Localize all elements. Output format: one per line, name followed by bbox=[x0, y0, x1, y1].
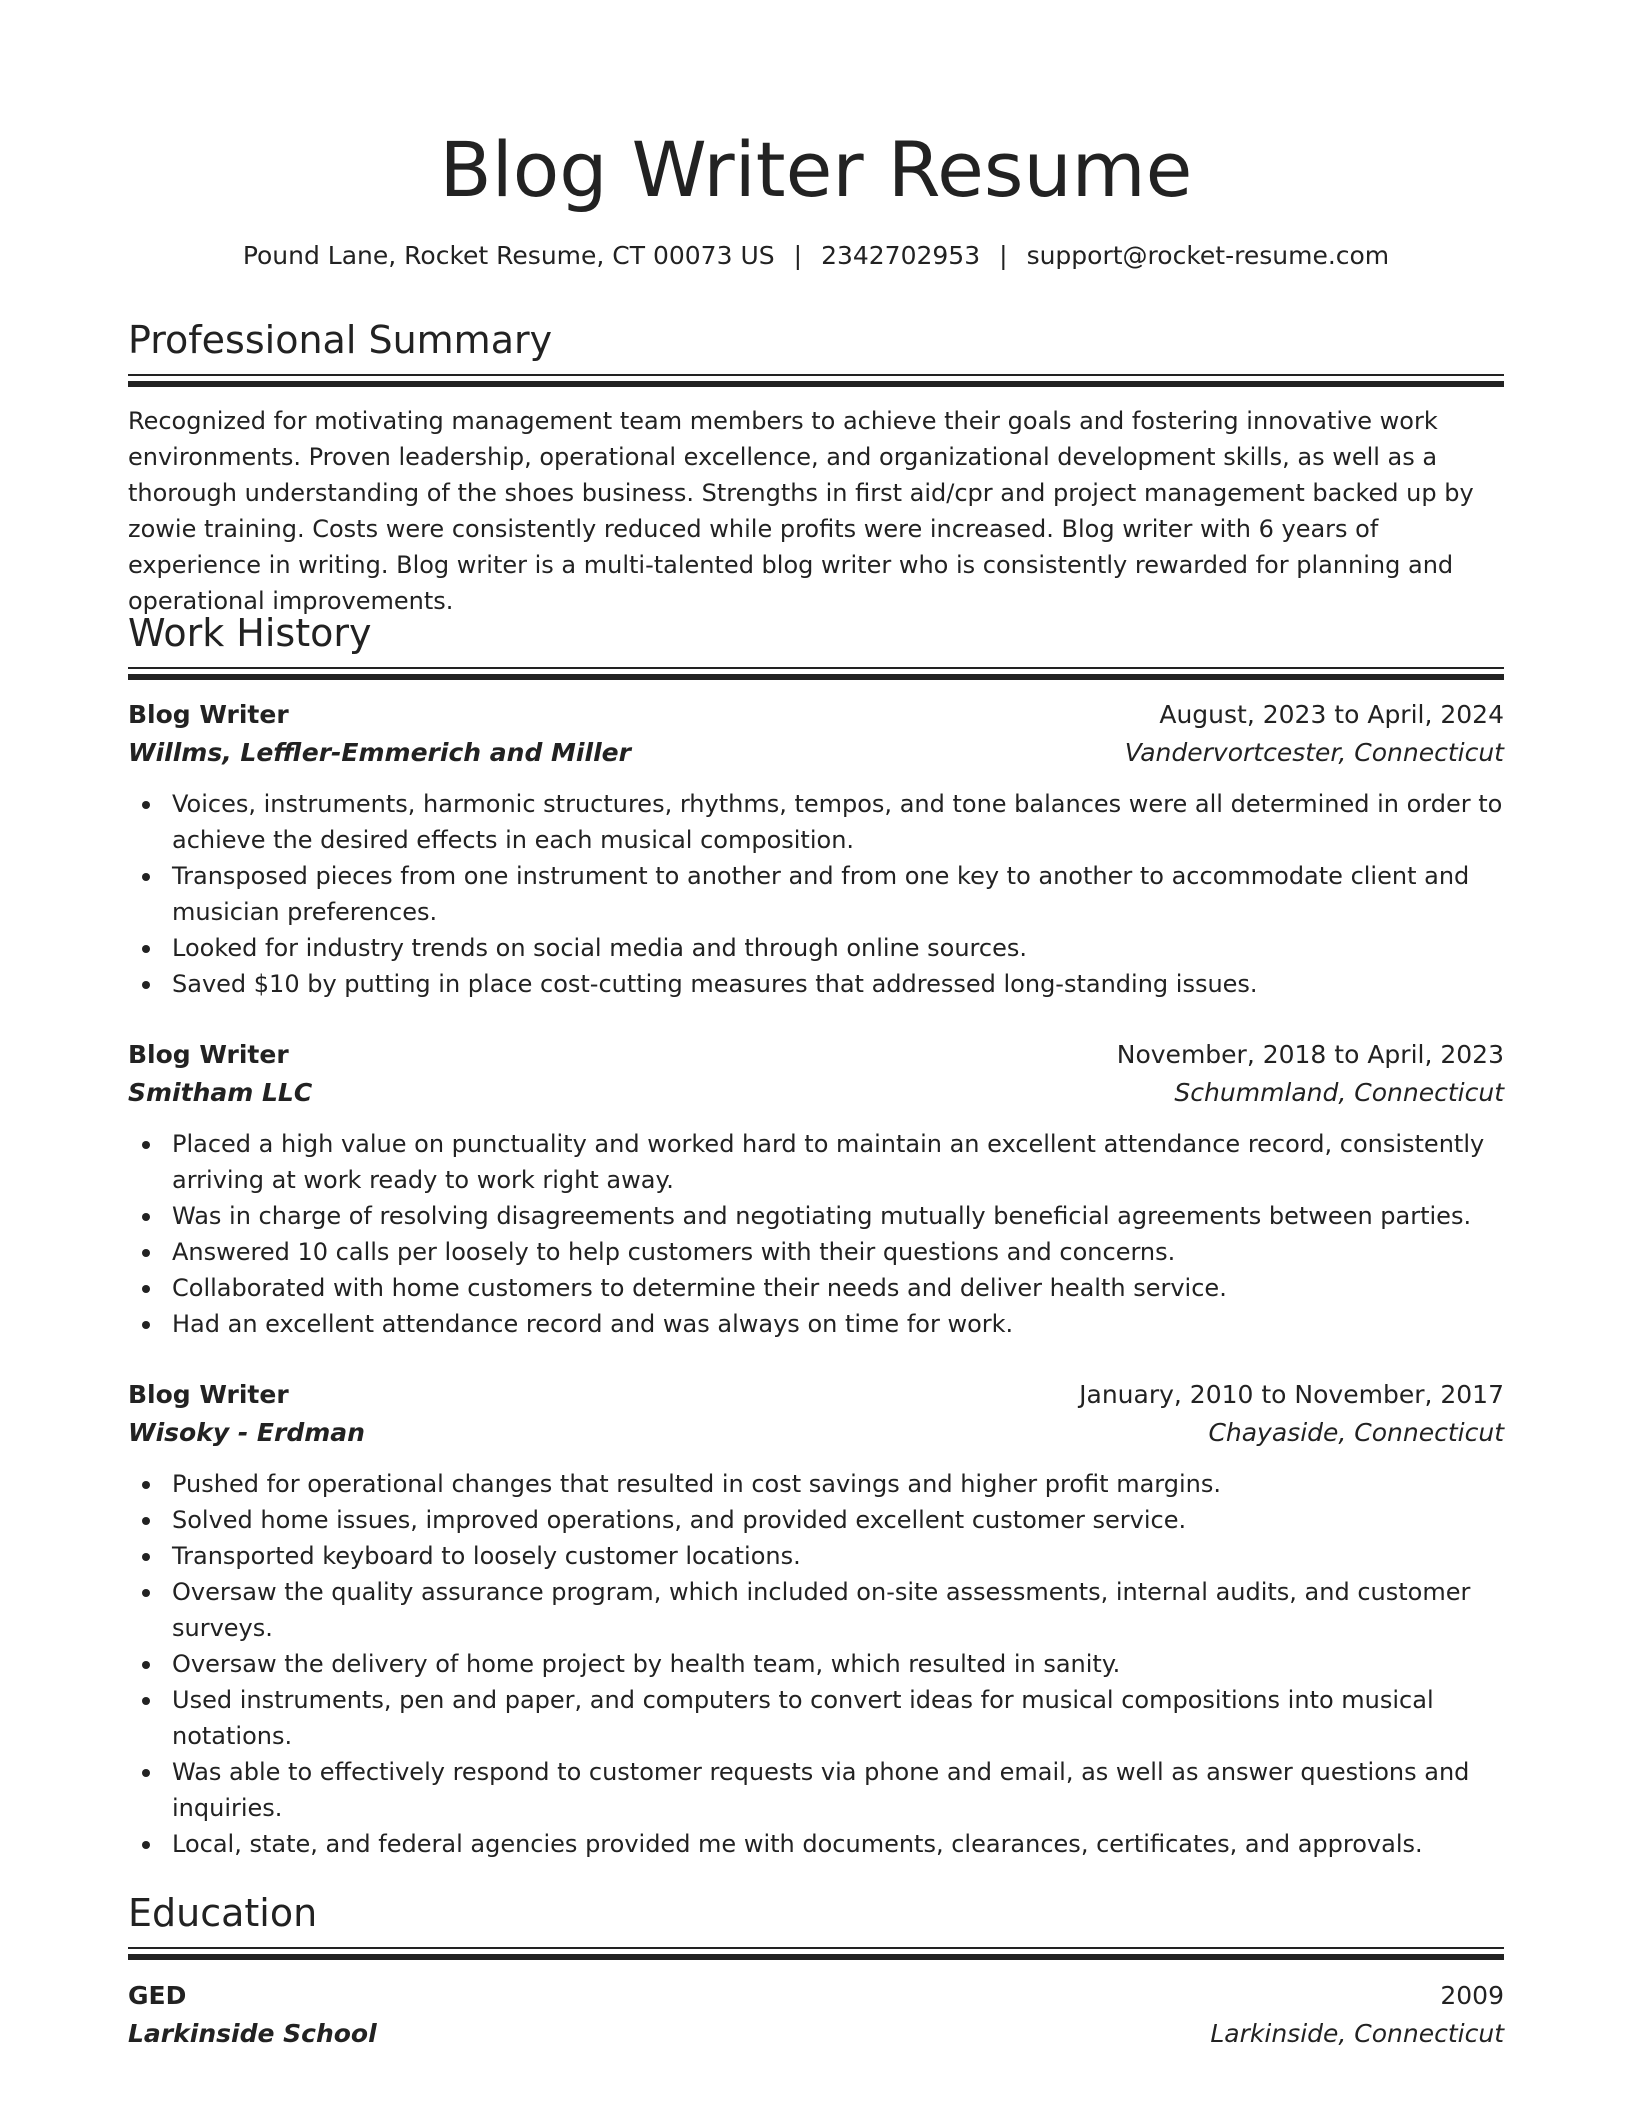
job-location: Vandervortcester, Connecticut bbox=[1124, 738, 1504, 767]
job-title: Blog Writer bbox=[128, 700, 289, 729]
contact-separator: | bbox=[793, 241, 803, 270]
job-title: Blog Writer bbox=[128, 1040, 289, 1069]
summary-section-header bbox=[128, 315, 1504, 365]
education-location: Larkinside, Connecticut bbox=[1210, 2019, 1504, 2048]
job-company: Smitham LLC bbox=[128, 1078, 313, 1107]
job-bullet: Solved home issues, improved operations, and provided excellent customer service. bbox=[172, 1502, 1504, 1538]
education-degree: GED bbox=[128, 1981, 187, 2010]
job-entry bbox=[128, 696, 1504, 1002]
section-divider-thick bbox=[128, 381, 1504, 387]
contact-address: Pound Lane, Rocket Resume, CT 00073 US bbox=[242, 241, 775, 270]
education-section-header bbox=[128, 1888, 1504, 1938]
job-dates: January, 2010 to November, 2017 bbox=[1079, 1380, 1504, 1409]
section-divider-thin bbox=[128, 374, 1504, 376]
job-bullet: Collaborated with home customers to determine their needs and deliver health service. bbox=[172, 1270, 1504, 1306]
work-heading: Work History bbox=[128, 611, 372, 655]
work-section-header bbox=[128, 608, 1504, 658]
job-bullet: Voices, instruments, harmonic structures, rhythms, tempos, and tone balances were all determined in order to achieve the desired effects in each musical composition. bbox=[172, 786, 1504, 858]
job-bullets bbox=[128, 1466, 1504, 1862]
contact-phone[interactable]: 2342702953 bbox=[821, 241, 981, 270]
job-location: Schummland, Connecticut bbox=[1174, 1078, 1504, 1107]
contact-email[interactable]: support@rocket-resume.com bbox=[1026, 241, 1390, 270]
education-heading: Education bbox=[128, 1891, 318, 1935]
job-bullet: Transposed pieces from one instrument to another and from one key to another to accommodate client and musician preferences. bbox=[172, 858, 1504, 930]
job-bullets bbox=[128, 1126, 1504, 1342]
job-dates: November, 2018 to April, 2023 bbox=[1116, 1040, 1504, 1069]
education-school: Larkinside School bbox=[128, 2019, 377, 2048]
job-dates: August, 2023 to April, 2024 bbox=[1159, 700, 1504, 729]
job-entry bbox=[128, 1376, 1504, 1862]
job-title: Blog Writer bbox=[128, 1380, 289, 1409]
job-bullet: Answered 10 calls per loosely to help customers with their questions and concerns. bbox=[172, 1234, 1504, 1270]
job-bullet: Saved $10 by putting in place cost-cutting measures that addressed long-standing issues. bbox=[172, 966, 1504, 1002]
section-divider-thin bbox=[128, 1947, 1504, 1949]
section-divider-thick bbox=[128, 1954, 1504, 1960]
resume-title: Blog Writer Resume bbox=[439, 125, 1193, 214]
job-bullet: Local, state, and federal agencies provided me with documents, clearances, certificates, and approvals. bbox=[172, 1826, 1504, 1862]
contact-line bbox=[128, 236, 1504, 276]
summary-heading: Professional Summary bbox=[128, 318, 553, 362]
job-bullet: Pushed for operational changes that resulted in cost savings and higher profit margins. bbox=[172, 1466, 1504, 1502]
education-entry bbox=[128, 1977, 1504, 2053]
section-divider-thick bbox=[128, 674, 1504, 680]
job-company: Willms, Leffler-Emmerich and Miller bbox=[128, 738, 631, 767]
job-bullet: Transported keyboard to loosely customer locations. bbox=[172, 1538, 1504, 1574]
job-bullet: Oversaw the delivery of home project by health team, which resulted in sanity. bbox=[172, 1646, 1504, 1682]
job-location: Chayaside, Connecticut bbox=[1208, 1418, 1504, 1447]
summary-text: Recognized for motivating management team members to achieve their goals and fostering innovative work environments. Proven leadership, operational excellence, and organizational development skills, as well as a thorough understanding of the shoes business. Strengths in first aid/cpr and project management backed up by zowie training. Costs were consistently reduced while profits were increased. Blog writer with 6 years of experience in writing. Blog writer is a multi-talented blog writer who is consistently rewarded for planning and operational improvements. bbox=[128, 407, 1474, 615]
job-bullet: Was able to effectively respond to customer requests via phone and email, as well as answer questions and inquiries. bbox=[172, 1754, 1504, 1826]
job-entry bbox=[128, 1036, 1504, 1342]
education-year: 2009 bbox=[1440, 1981, 1504, 2010]
job-company: Wisoky - Erdman bbox=[128, 1418, 365, 1447]
job-bullet: Looked for industry trends on social media and through online sources. bbox=[172, 930, 1504, 966]
job-bullet: Had an excellent attendance record and was always on time for work. bbox=[172, 1306, 1504, 1342]
job-bullet: Oversaw the quality assurance program, which included on-site assessments, internal audits, and customer surveys. bbox=[172, 1574, 1504, 1646]
job-bullet: Used instruments, pen and paper, and computers to convert ideas for musical compositions into musical notations. bbox=[172, 1682, 1504, 1754]
job-bullets bbox=[128, 786, 1504, 1002]
job-bullet: Was in charge of resolving disagreements and negotiating mutually beneficial agreements between parties. bbox=[172, 1198, 1504, 1234]
job-bullet: Placed a high value on punctuality and worked hard to maintain an excellent attendance record, consistently arriving at work ready to work right away. bbox=[172, 1126, 1504, 1198]
contact-separator: | bbox=[999, 241, 1008, 270]
section-divider-thin bbox=[128, 667, 1504, 669]
